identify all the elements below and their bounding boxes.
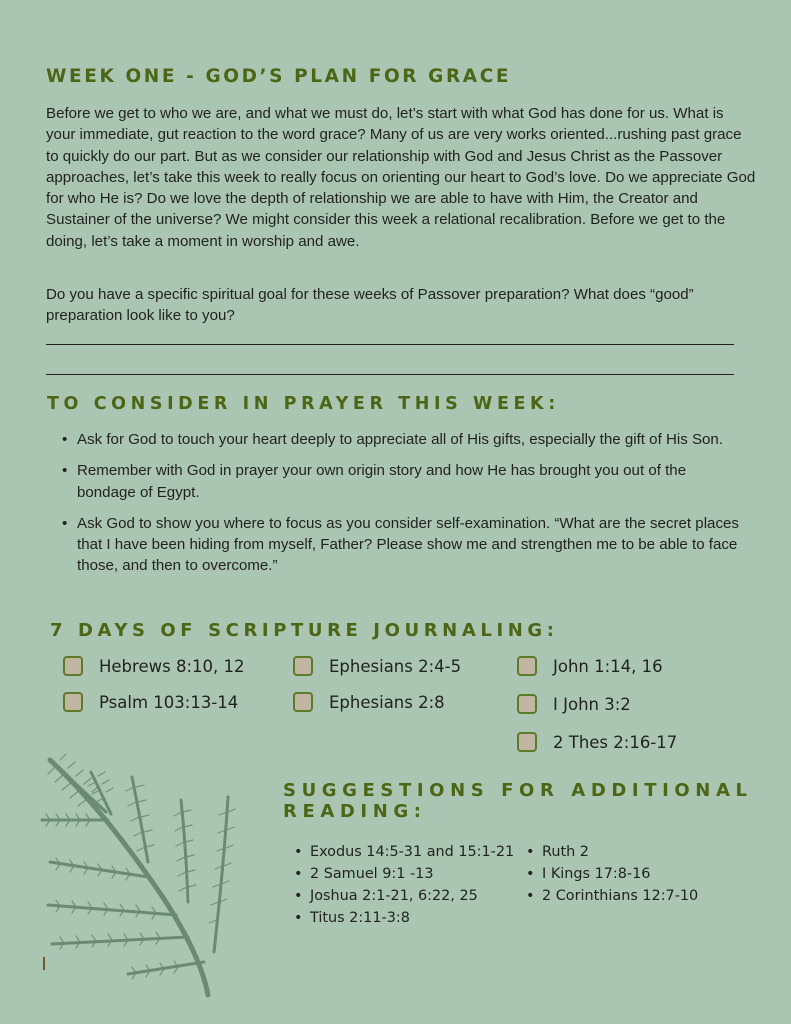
fern-branch-icon — [36, 752, 246, 1002]
answer-line-1[interactable] — [46, 344, 734, 345]
prayer-item — [62, 429, 742, 450]
checkbox[interactable] — [293, 656, 313, 676]
bullet-icon: • — [62, 431, 68, 448]
journal-item-label: 2 Thes 2:16-17 — [553, 732, 678, 752]
reading-item-text: Joshua 2:1-21, 6:22, 25 — [310, 888, 478, 904]
checkbox[interactable] — [517, 656, 537, 676]
bullet-icon: • — [294, 844, 303, 860]
prayer-item-text: Ask God to show you where to focus as you consider self-examination. “What are the secret places that I have been hiding from myself, Father? Please show me and strengthen me to be able to face those, and then to overcome.” — [77, 514, 739, 575]
journal-item-label: Ephesians 2:4-5 — [329, 656, 462, 676]
prayer-item-text: Ask for God to touch your heart deeply to appreciate all of His gifts, especially the gift of His Son. — [77, 431, 724, 448]
week-intro-paragraph: Before we get to who we are, and what we must do, let’s start with what God has done for us. What is your immediate, gut reaction to the word grace? Many of us are very works oriented...rushing past grace to quickly do our part. But as we consider our relationship with God and Jesus Christ as the Passover approaches, let’s take this week to really focus on orienting our heart to God’s love. Do we appreciate God for who He is? Do we love the depth of relationship we are able to have with Him, the Creator and Sustainer of the universe? We might consider this week a relational recalibration. Before we get to the doing, let’s take a moment in worship and awe. — [46, 105, 756, 250]
journaling-section-title: 7 DAYS OF SCRIPTURE JOURNALING: — [50, 620, 559, 641]
checkbox[interactable] — [293, 692, 313, 712]
journal-item-ephesians-2-4[interactable] — [293, 656, 461, 676]
journal-item-psalm[interactable] — [63, 692, 238, 712]
reading-item-text: I Kings 17:8-16 — [542, 866, 651, 882]
reading-item-text: 2 Corinthians 12:7-10 — [542, 888, 699, 904]
reading-item — [290, 863, 514, 885]
reading-section-title: SUGGESTIONS FOR ADDITIONAL READING: — [283, 780, 753, 822]
reading-item — [522, 885, 698, 907]
bullet-icon: • — [62, 514, 68, 532]
checkbox[interactable] — [63, 692, 83, 712]
reading-list-column-a — [290, 841, 514, 929]
prayer-item — [62, 513, 742, 577]
journal-item-2-thes[interactable] — [517, 732, 677, 752]
reading-item-text: Exodus 14:5-31 and 15:1-21 — [310, 844, 515, 860]
prayer-item-text: Remember with God in prayer your own origin story and how He has brought you out of the bondage of Egypt. — [77, 462, 687, 501]
reading-item — [522, 863, 698, 885]
checkbox[interactable] — [517, 694, 537, 714]
bullet-icon: • — [294, 866, 303, 882]
prayer-list — [62, 429, 742, 587]
prayer-item — [62, 460, 742, 503]
prayer-section-title: TO CONSIDER IN PRAYER THIS WEEK: — [47, 394, 560, 414]
journal-item-label: I John 3:2 — [553, 694, 631, 714]
journal-item-label: John 1:14, 16 — [553, 656, 663, 676]
reading-list-column-b — [522, 841, 698, 907]
journal-item-label: Ephesians 2:8 — [329, 692, 445, 712]
journal-item-john[interactable] — [517, 656, 663, 676]
checkbox[interactable] — [517, 732, 537, 752]
reading-item — [522, 841, 698, 863]
journal-item-label: Psalm 103:13-14 — [99, 692, 239, 712]
page-number-marker — [43, 957, 45, 970]
reading-item-text: Titus 2:11-3:8 — [310, 910, 410, 926]
reading-item-text: Ruth 2 — [542, 844, 589, 860]
goal-question: Do you have a specific spiritual goal for these weeks of Passover preparation? What does “good” preparation look like to you? — [46, 286, 694, 324]
journal-item-ephesians-2-8[interactable] — [293, 692, 445, 712]
journal-item-1-john[interactable] — [517, 694, 631, 714]
checkbox[interactable] — [63, 656, 83, 676]
reading-item — [290, 841, 514, 863]
bullet-icon: • — [526, 888, 535, 904]
week-title: WEEK ONE - GOD’S PLAN FOR GRACE — [46, 66, 512, 87]
reading-item — [290, 907, 514, 929]
bullet-icon: • — [526, 866, 535, 882]
bullet-icon: • — [294, 910, 303, 926]
reading-item — [290, 885, 514, 907]
journal-item-hebrews[interactable] — [63, 656, 244, 676]
bullet-icon: • — [294, 888, 303, 904]
reading-item-text: 2 Samuel 9:1 -13 — [310, 866, 434, 882]
journal-item-label: Hebrews 8:10, 12 — [99, 656, 245, 676]
bullet-icon: • — [62, 462, 68, 480]
answer-line-2[interactable] — [46, 374, 734, 375]
bullet-icon: • — [526, 844, 535, 860]
